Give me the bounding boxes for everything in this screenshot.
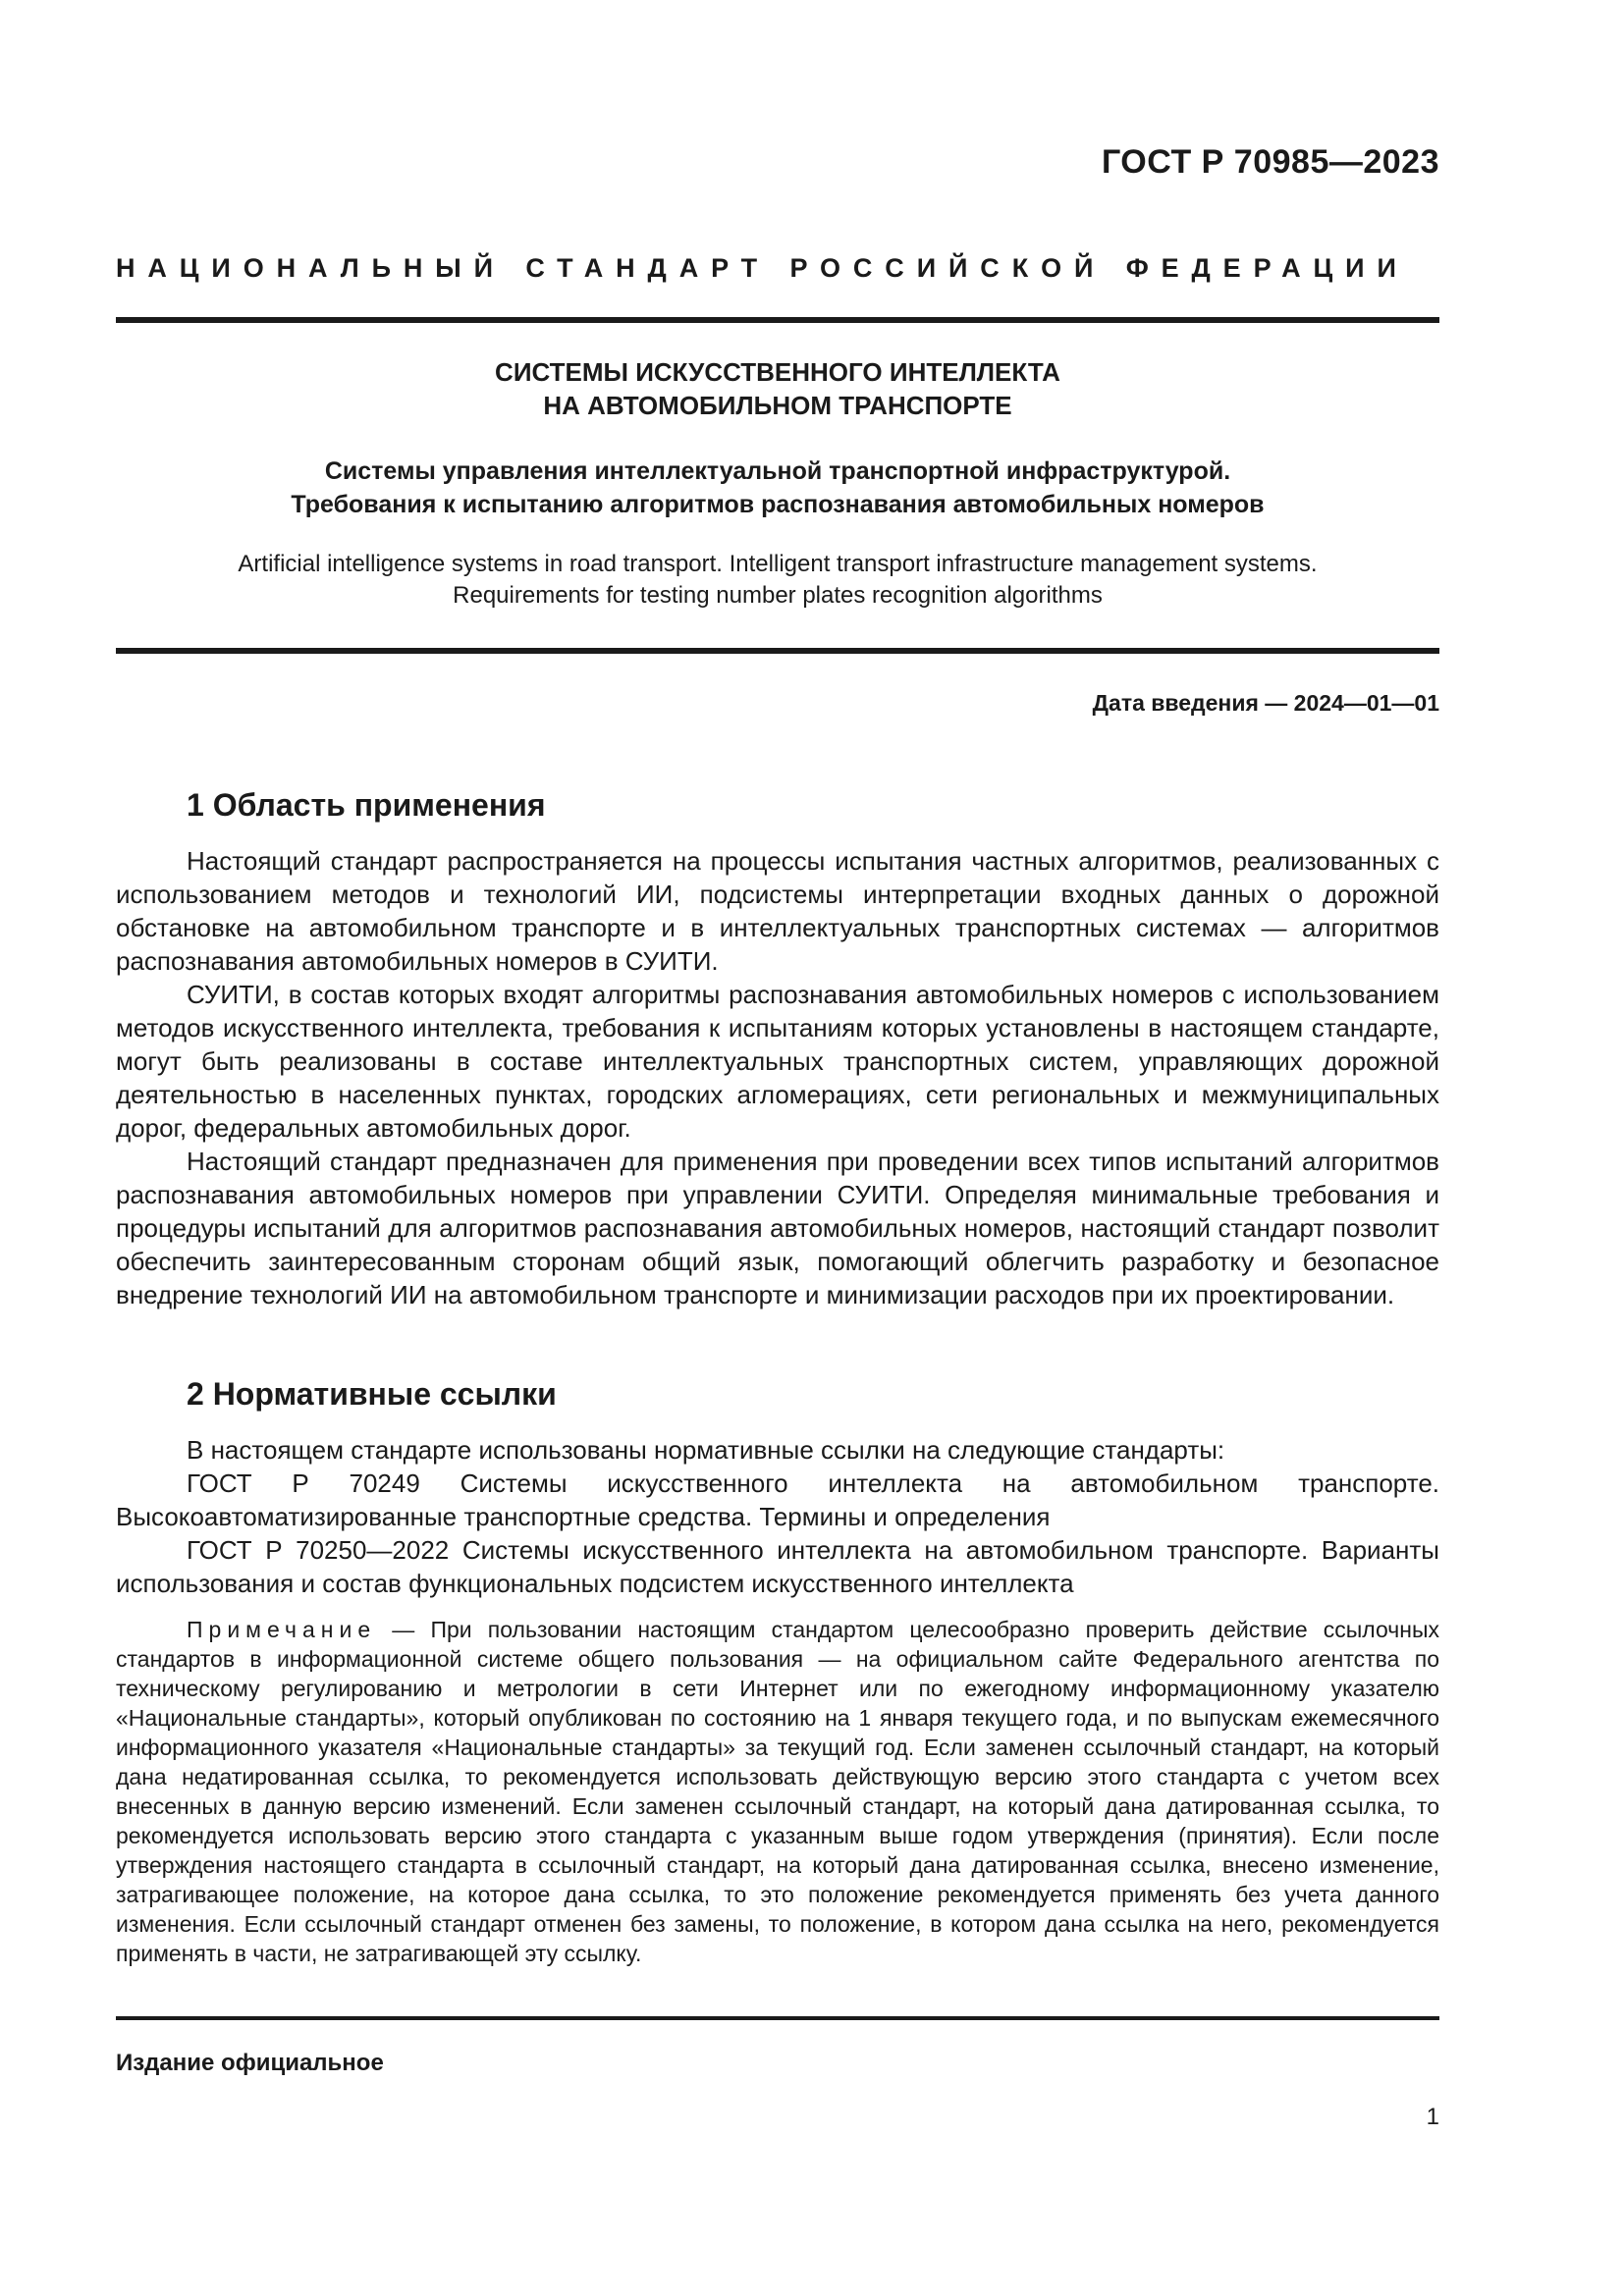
official-edition-label: Издание официальное <box>116 2050 384 2076</box>
note-block <box>116 1615 1439 1968</box>
section-2-paragraph: ГОСТ Р 70249 Системы искусственного интеллекта на автомобильном транспорте. Высокоавтоматизированные транспортные средства. Термины и определения <box>116 1468 1439 1531</box>
section-1-paragraph: Настоящий стандарт предназначен для применения при проведении всех типов испытаний алгоритмов распознавания автомобильных номеров при управлении СУИТИ. Определяя минимальные требования и процедуры испытаний для алгоритмов распознавания автомобильных номеров, настоящий стандарт позволит обеспечить заинтересованным сторонам общий язык, помогающий облегчить разработку и безопасное внедрение технологий ИИ на автомобильном транспорте и минимизации расходов при их проектировании. <box>116 1147 1439 1309</box>
english-title <box>116 549 1439 612</box>
english-title-line-2: Requirements for testing number plates recognition algorithms <box>453 582 1103 609</box>
introduction-date: Дата введения — 2024—01—01 <box>1092 690 1439 716</box>
section-1-body <box>116 844 1439 1311</box>
main-title <box>116 355 1439 422</box>
note-label: Примечание <box>187 1617 377 1642</box>
national-standard-title: НАЦИОНАЛЬНЫЙ СТАНДАРТ РОССИЙСКОЙ ФЕДЕРАЦИИ <box>116 253 1409 283</box>
section-2 <box>116 1374 1439 1414</box>
document-number: ГОСТ Р 70985—2023 <box>1101 143 1439 181</box>
footer-divider <box>116 2016 1439 2020</box>
section-2-body <box>116 1433 1439 1600</box>
main-title-line-1: СИСТЕМЫ ИСКУССТВЕННОГО ИНТЕЛЛЕКТА <box>495 357 1060 387</box>
sub-title <box>116 454 1439 521</box>
section-2-heading: 2 Нормативные ссылки <box>187 1376 557 1412</box>
main-title-line-2: НА АВТОМОБИЛЬНОМ ТРАНСПОРТЕ <box>543 391 1012 420</box>
title-divider <box>116 648 1439 654</box>
sub-title-line-2: Требования к испытанию алгоритмов распознавания автомобильных номеров <box>291 491 1265 518</box>
section-1-paragraph: СУИТИ, в состав которых входят алгоритмы распознавания автомобильных номеров с использованием методов искусственного интеллекта, требования к испытаниям которых установлены в настоящем стандарте, могут быть реализованы в составе интеллектуальных транспортных систем, управляющих дорожной деятельностью в населенных пунктах, городских агломерациях, сети региональных и межмуниципальных дорог, федеральных автомобильных дорог. <box>116 980 1439 1143</box>
top-divider <box>116 317 1439 323</box>
section-1-paragraph: Настоящий стандарт распространяется на процессы испытания частных алгоритмов, реализованных с использованием методов и технологий ИИ, подсистемы интерпретации входных данных о дорожной обстановке на автомобильном транспорте и в интеллектуальных транспортных системах — алгоритмов распознавания автомобильных номеров в СУИТИ. <box>116 846 1439 976</box>
section-1-heading: 1 Область применения <box>187 787 546 823</box>
page-number: 1 <box>1426 2104 1439 2130</box>
section-2-paragraph: ГОСТ Р 70250—2022 Системы искусственного интеллекта на автомобильном транспорте. Варианты использования и состав функциональных подсистем искусственного интеллекта <box>116 1535 1439 1598</box>
sub-title-line-1: Системы управления интеллектуальной транспортной инфраструктурой. <box>324 457 1231 485</box>
section-2-paragraph: В настоящем стандарте использованы нормативные ссылки на следующие стандарты: <box>187 1435 1225 1465</box>
english-title-line-1: Artificial intelligence systems in road transport. Intelligent transport infrastructure management systems. <box>238 551 1318 577</box>
note-text: — При пользовании настоящим стандартом целесообразно проверить действие ссылочных стандартов в информационной системе общего пользования — на официальном сайте Федерального агентства по техническому регулированию и метрологии в сети Интернет или по ежегодному информационному указателю «Национальные стандарты», который опубликован по состоянию на 1 января текущего года, и по выпускам ежемесячного информационного указателя «Национальные стандарты» за текущий год. Если заменен ссылочный стандарт, на который дана недатированная ссылка, то рекомендуется использовать действующую версию этого стандарта с учетом всех внесенных в данную версию изменений. Если заменен ссылочный стандарт, на который дана датированная ссылка, то рекомендуется использовать версию этого стандарта с указанным выше годом утверждения (принятия). Если после утверждения настоящего стандарта в ссылочный стандарт, на который дана датированная ссылка, внесено изменение, затрагивающее положение, на которое дана ссылка, то это положение рекомендуется применять без учета данного изменения. Если ссылочный стандарт отменен без замены, то положение, в котором дана ссылка на него, рекомендуется применять в части, не затрагивающей эту ссылку. <box>116 1617 1439 1966</box>
section-1 <box>116 785 1439 825</box>
